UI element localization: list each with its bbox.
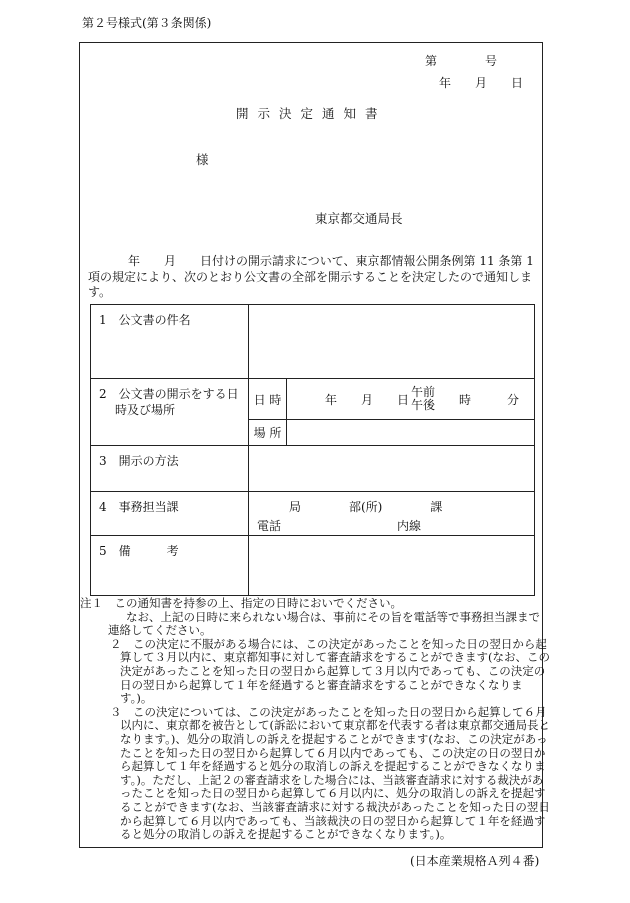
datetime-label: 日 時 — [249, 379, 287, 420]
form-number: 第２号様式(第３条関係) — [82, 16, 212, 30]
document-number: 第 号 — [425, 54, 498, 68]
row-label: 4 事務担当課 — [91, 492, 249, 536]
table-row — [91, 379, 535, 420]
phone-label: 電話 — [257, 519, 282, 533]
ext-label: 内線 — [397, 519, 422, 533]
jis-size-note: (日本産業規格Ａ列４番) — [410, 854, 540, 868]
row-label-line: 2 公文書の開示をする日 — [99, 387, 239, 401]
dept-value — [249, 492, 535, 536]
note-1: 注１ この通知書を持参の上、指定の日時においでください。 — [80, 596, 402, 610]
row-label: 5 備 考 — [91, 536, 249, 596]
datetime-value — [287, 379, 535, 420]
phone-line — [257, 517, 534, 534]
table-row — [91, 536, 535, 596]
intro-date-line: 年 月 日付けの開示請求について、東京都情報公開条例第 11 条第 1 項 — [88, 254, 534, 284]
table-row — [91, 446, 535, 492]
dept-line: 局 部(所) 課 — [289, 500, 443, 514]
remarks-value — [249, 536, 535, 596]
note-3: ３ この決定については、この決定があったことを知った日の翌日から起算して６月以内に、東京都を被告として(訴訟において東京都を代表する者は東京都交通局長となります。)、処分の取消しの訴えを提起することができます(なお、この決定があったことを知った日の翌日から起算して６月以内であっても、この決定の日の翌日から起算して１年を経過すると処分の取消しの訴えを提起することができなくなります。)。ただし、上記２の審査請求をした場合には、当該審査請求に対する裁決があったことを知った日の翌日から起算して６月以内に、処分の取消しの訴えを提起することができます(なお、当該審査請求に対する裁決があったことを知った日の翌日から起算して６月以内であっても、当該裁決の日の翌日から起算して１年を経過すると処分の取消しの訴えを提起することができなくなります。)。 — [110, 704, 550, 842]
datetime-ymd: 年 月 日 — [325, 392, 410, 407]
row-label — [91, 379, 249, 446]
row-label: 3 開示の方法 — [91, 446, 249, 492]
page-title: 開示決定通知書 — [236, 106, 387, 121]
row-label: 1 公文書の件名 — [91, 305, 249, 379]
items-table — [90, 304, 535, 596]
document-date: 年 月 日 — [439, 76, 524, 90]
table-row — [91, 305, 535, 379]
notes — [80, 597, 550, 842]
datetime-hm: 時 分 — [459, 392, 520, 407]
note-2: ２ この決定に不服がある場合には、この決定があったことを知った日の翌日から起算して３月以内に、東京都知事に対して審査請求をすることができます(なお、この決定があったことを知った日の翌日から起算して３月以内であっても、この決定の日の翌日から起算して１年を経過すると審査請求をすることができなくなります。)。 — [110, 636, 550, 706]
recipient: 様 — [196, 152, 209, 167]
note-1-continued: なお、上記の日時に来られない場合は、事前にその旨を電話等で事務担当課まで連絡してください。 — [108, 609, 540, 638]
place-label: 場 所 — [249, 420, 287, 446]
method-value — [249, 446, 535, 492]
row-label-line: 時及び場所 — [115, 403, 176, 417]
intro-rest: の規定により、次のとおり公文書の全部を開示することを決定したので通知します。 — [88, 269, 533, 299]
table-row — [91, 492, 535, 536]
intro-paragraph — [88, 254, 538, 301]
ampm: 午前 午後 — [411, 385, 436, 412]
place-value — [287, 420, 535, 446]
issuer: 東京都交通局長 — [315, 211, 403, 226]
subject-value — [249, 305, 535, 379]
